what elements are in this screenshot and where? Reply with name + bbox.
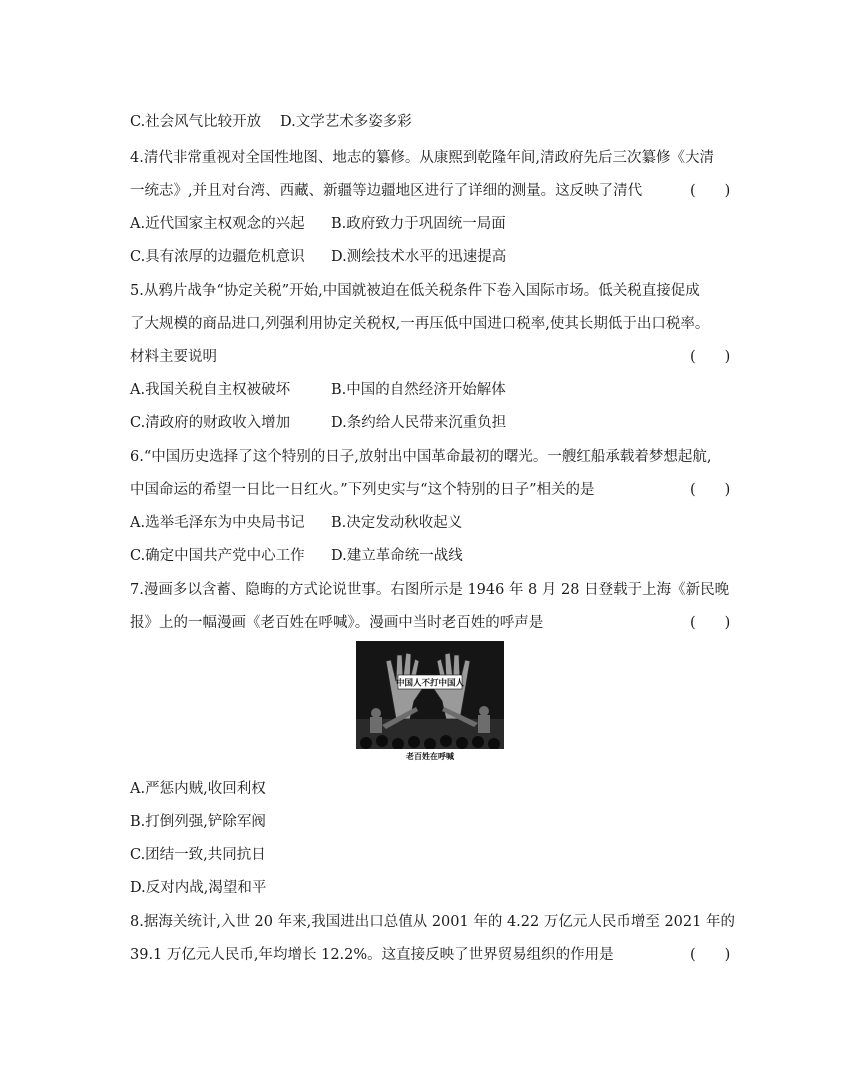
q6-option-c: C.确定中国共产党中心工作 [130, 548, 305, 564]
cartoon-caption: 老百姓在呼喊 [406, 752, 454, 761]
q5-options-row2 [130, 411, 507, 432]
q4-options-row2 [130, 245, 507, 266]
q8-stem-line2 [130, 943, 731, 964]
q5-answer-bracket: ( ) [690, 349, 731, 365]
q7-stem-line2 [130, 611, 731, 632]
q3-option-d: D.文学艺术多姿多彩 [280, 114, 412, 130]
q6-stem-line1: 6.“中国历史选择了这个特别的日子,放射出中国革命最初的曙光。一艘红船承载着梦想起航, [130, 449, 712, 465]
q5-stem-text: 材料主要说明 [130, 349, 217, 365]
q8-stem-line1: 8.据海关统计,入世 20 年来,我国进出口总值从 2001 年的 4.22 万亿元人民币增至 2021 年的 [130, 914, 735, 930]
q5-stem-line1: 5.从鸦片战争“协定关税”开始,中国就被迫在低关税条件下卷入国际市场。低关税直接促成 [130, 283, 700, 299]
q4-option-c: C.具有浓厚的边疆危机意识 [130, 249, 305, 265]
q7-option-a: A.严惩内贼,收回利权 [130, 781, 266, 797]
q7-option-d: D.反对内战,渴望和平 [130, 880, 267, 896]
q4-stem-line1: 4.清代非常重视对全国性地图、地志的纂修。从康熙到乾隆年间,清政府先后三次纂修《大清 [130, 150, 714, 166]
q7-stem-line1: 7.漫画多以含蓄、隐晦的方式论说世事。右图所示是 1946 年 8 月 28 日登载于上海《新民晚 [130, 582, 730, 598]
q4-options-row1 [130, 212, 506, 233]
q6-answer-bracket: ( ) [690, 482, 731, 498]
q6-option-d: D.建立革命统一战线 [331, 548, 463, 564]
cartoon-banner-text: 中国人不打中国人 [395, 678, 465, 689]
q5-option-b: B.中国的自然经济开始解体 [331, 382, 506, 398]
q6-options-row2 [130, 544, 463, 565]
q4-option-d: D.测绘技术水平的迅速提高 [331, 249, 507, 265]
q6-option-a: A.选举毛泽东为中央局书记 [130, 515, 305, 531]
q7-option-b: B.打倒列强,铲除军阀 [130, 814, 266, 830]
q8-answer-bracket: ( ) [690, 947, 731, 963]
q4-answer-bracket: ( ) [690, 183, 731, 199]
q3-options-row [130, 110, 412, 131]
q4-stem-line2 [130, 179, 731, 200]
q5-stem-line3 [130, 345, 731, 366]
q6-stem-text: 中国命运的希望一日比一日红火。”下列史实与“这个特别的日子”相关的是 [130, 482, 595, 498]
q7-option-c: C.团结一致,共同抗日 [130, 847, 266, 863]
q5-options-row1 [130, 378, 506, 399]
q6-options-row1 [130, 511, 463, 532]
cartoon-drawing [356, 641, 504, 749]
q5-option-d: D.条约给人民带来沉重负担 [331, 415, 507, 431]
q7-answer-bracket: ( ) [690, 615, 731, 631]
q3-option-c: C.社会风气比较开放 [130, 114, 262, 130]
q5-option-a: A.我国关税自主权被破坏 [130, 382, 291, 398]
q4-option-a: A.近代国家主权观念的兴起 [130, 216, 305, 232]
q5-option-c: C.清政府的财政收入增加 [130, 415, 291, 431]
q7-stem-text: 报》上的一幅漫画《老百姓在呼喊》。漫画中当时老百姓的呼声是 [130, 615, 544, 631]
q6-option-b: B.决定发动秋收起义 [331, 515, 463, 531]
q5-stem-line2: 了大规模的商品进口,列强利用协定关税权,一再压低中国进口税率,使其长期低于出口税率。 [130, 316, 710, 332]
q8-stem-text: 39.1 万亿元人民币,年均增长 12.2%。这直接反映了世界贸易组织的作用是 [130, 947, 614, 963]
cartoon-image [356, 641, 504, 749]
q4-option-b: B.政府致力于巩固统一局面 [331, 216, 506, 232]
q4-stem-text: 一统志》,并且对台湾、西藏、新疆等边疆地区进行了详细的测量。这反映了清代 [130, 183, 643, 199]
q6-stem-line2 [130, 478, 731, 499]
